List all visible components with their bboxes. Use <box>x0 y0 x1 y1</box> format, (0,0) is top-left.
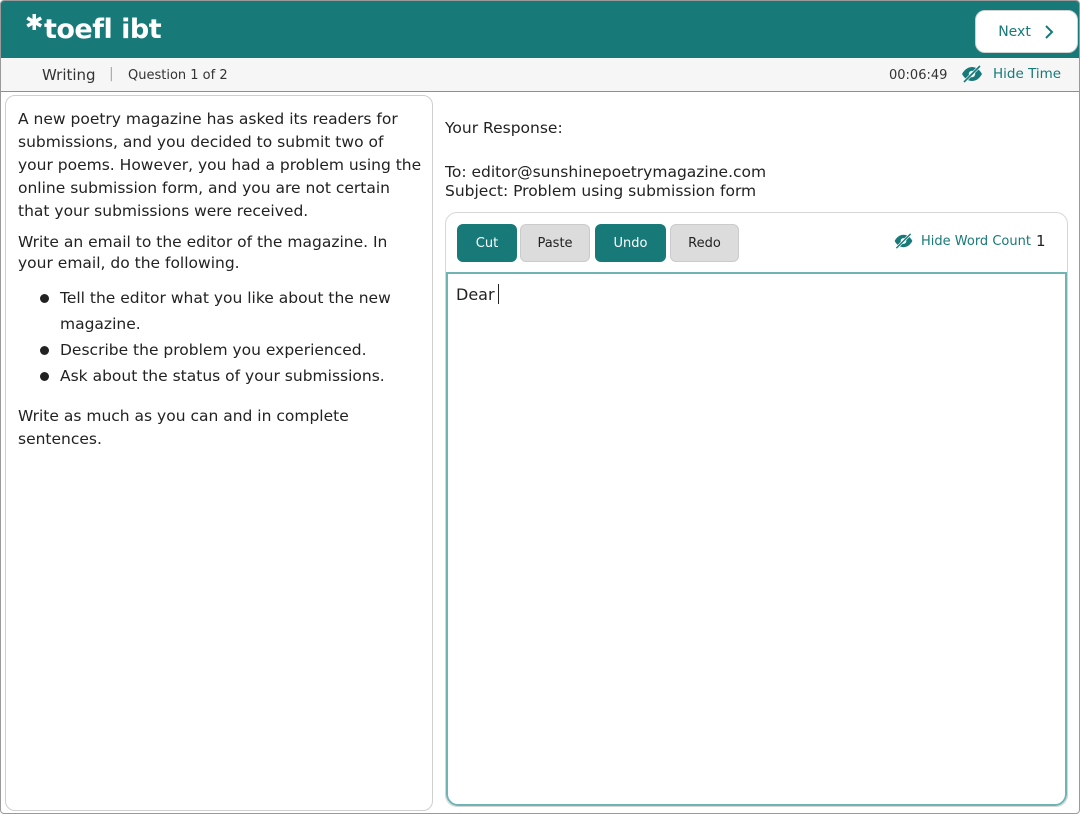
word-count: 1 <box>1036 232 1046 250</box>
task-item: Tell the editor what you like about the new magazine. <box>18 285 422 337</box>
email-to: To: editor@sunshinepoetrymagazine.com <box>445 163 767 181</box>
sub-header <box>1 58 1080 92</box>
response-textarea[interactable] <box>446 272 1067 806</box>
prompt-panel <box>5 95 433 811</box>
timer: 00:06:49 <box>889 68 948 83</box>
hide-word-count-button[interactable] <box>893 233 1031 249</box>
prompt-text <box>18 108 422 451</box>
response-editor <box>445 212 1068 807</box>
redo-button[interactable]: Redo <box>670 224 739 262</box>
response-text: Dear <box>456 285 495 304</box>
email-subject: Subject: Problem using submission form <box>445 182 757 200</box>
prompt-paragraph-3: Write as much as you can and in complete sentences. <box>18 407 349 448</box>
hide-time-label: Hide Time <box>993 66 1062 82</box>
cut-button[interactable]: Cut <box>457 224 517 262</box>
toefl-logo: ✱toefl ibt <box>25 11 162 45</box>
question-number: Question 1 of 2 <box>128 68 228 83</box>
logo-text: toefl ibt <box>43 14 162 45</box>
eye-slash-icon <box>893 233 914 249</box>
chevron-right-icon <box>1043 24 1055 40</box>
prompt-paragraph-2: Write an email to the editor of the magazine. In your email, do the following. <box>18 233 388 272</box>
next-button-label: Next <box>998 23 1031 40</box>
next-button[interactable] <box>975 10 1078 53</box>
paste-button[interactable]: Paste <box>520 224 590 262</box>
prompt-paragraph-1: A new poetry magazine has asked its readers for submissions, and you decided to submit two of your poems. However, you had a problem using the online submission form, and you are not certain that your submissions were received. <box>18 110 422 220</box>
hide-word-count-label: Hide Word Count <box>921 233 1031 249</box>
top-bar <box>1 1 1080 58</box>
section-name: Writing <box>42 66 96 84</box>
text-cursor <box>498 284 499 304</box>
task-item: Ask about the status of your submissions. <box>18 363 422 389</box>
eye-slash-icon <box>961 65 983 83</box>
response-label: Your Response: <box>445 119 563 137</box>
hide-time-button[interactable] <box>961 65 1061 83</box>
separator: | <box>109 66 114 82</box>
undo-button[interactable]: Undo <box>595 224 666 262</box>
task-item: Describe the problem you experienced. <box>18 337 422 363</box>
editor-toolbar <box>446 213 1067 273</box>
task-list <box>18 285 422 389</box>
